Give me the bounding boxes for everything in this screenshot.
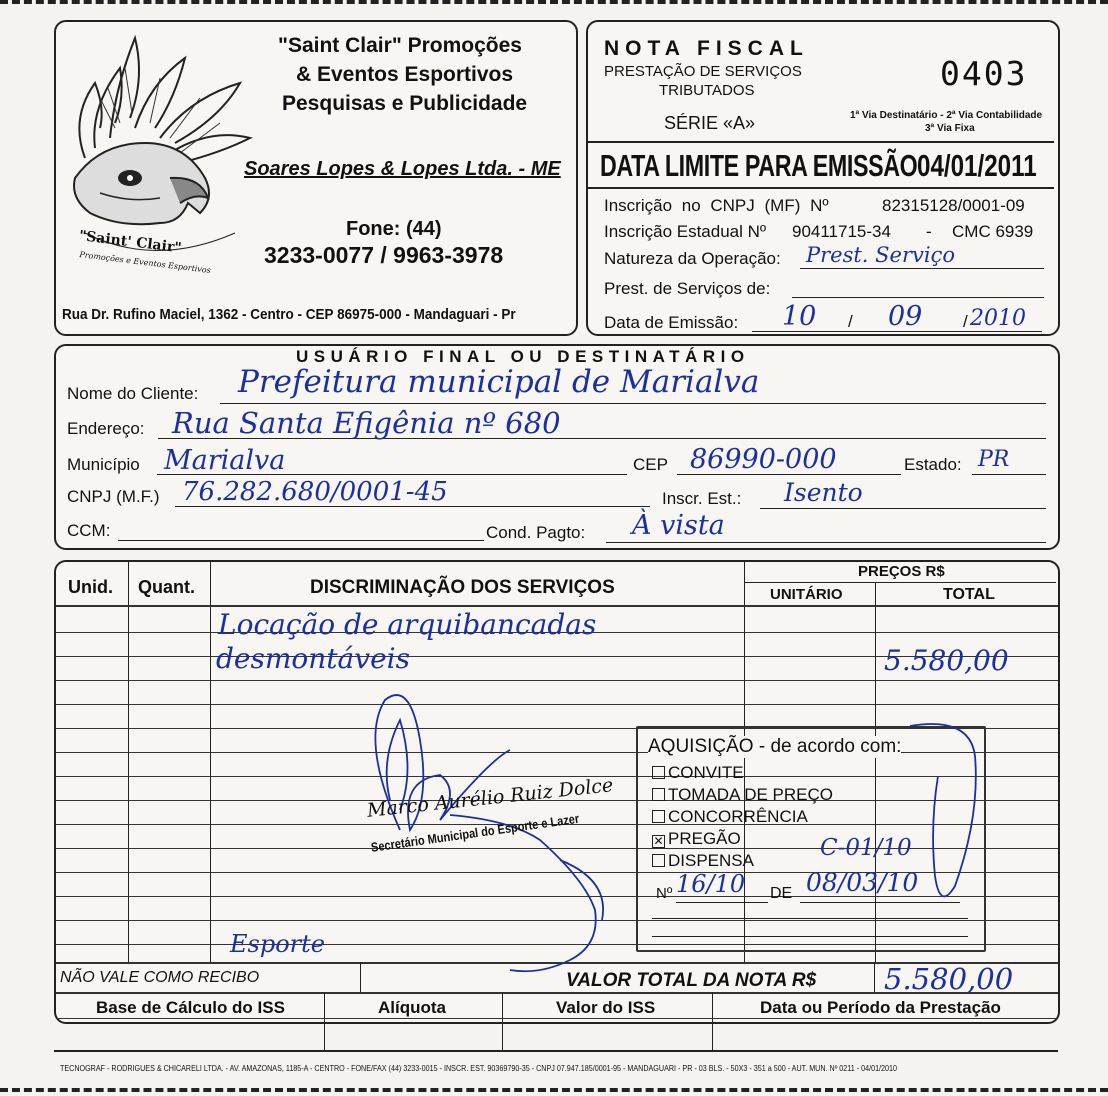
via-line1: 1ª Via Destinatário - 2ª Via Contabilidade	[850, 110, 1043, 121]
client-address-label: Endereço:	[67, 419, 145, 438]
cnpj-label: Inscrição no CNPJ (MF) Nº	[604, 196, 829, 215]
total-value: 5.580,00	[884, 962, 1014, 996]
checkbox-icon	[652, 854, 665, 867]
phone-label: Fone: (44)	[346, 218, 442, 240]
col-desc-header: DISCRIMINAÇÃO DOS SERVIÇOS	[310, 577, 615, 598]
stamp-option-label: DISPENSA	[668, 851, 754, 870]
company-address: Rua Dr. Rufino Maciel, 1362 - Centro - CEP 86975-000 - Mandaguari - Pr	[62, 306, 516, 323]
col-total-header: TOTAL	[943, 586, 995, 603]
stamp-blank-line	[652, 918, 968, 919]
iss-value-header: Valor do ISS	[556, 998, 656, 1017]
emissao-day: 10	[782, 301, 817, 332]
ccm-label: CCM:	[67, 521, 111, 540]
periodo-header: Data ou Período da Prestação	[760, 998, 1001, 1017]
stamp-num-label: Nº	[656, 885, 673, 902]
total-label: VALOR TOTAL DA NOTA R$	[566, 970, 817, 991]
service-note: Esporte	[230, 930, 325, 958]
stamp-option	[652, 762, 833, 784]
stamp-blank-line	[652, 936, 968, 937]
checkbox-icon	[652, 810, 665, 823]
ie-separator: -	[926, 222, 932, 241]
signature-name: Marco Aurélio Ruiz Dolce	[366, 774, 615, 822]
company-name-line2: & Eventos Esportivos	[296, 63, 514, 86]
stamp-num-line	[676, 902, 768, 903]
logo-subtext: Promoções e Eventos Esportivos	[78, 250, 212, 276]
stamp-title: AQUISIÇÃO - de acordo com:	[648, 736, 902, 757]
client-name-label: Nome do Cliente:	[67, 384, 199, 403]
cond-line	[606, 542, 1046, 543]
emissao-year: 2010	[970, 306, 1026, 331]
stamp-option	[652, 806, 833, 828]
estado-line	[972, 474, 1046, 475]
emissao-sep1: /	[848, 312, 853, 331]
cep-label: CEP	[633, 455, 668, 474]
company-name-line3: Pesquisas e Publicidade	[282, 92, 528, 115]
checkbox-icon	[652, 788, 665, 801]
no-receipt-label: NÃO VALE COMO RECIBO	[60, 969, 260, 986]
natureza-value: Prest. Serviço	[806, 243, 955, 267]
deadline-divider	[588, 187, 1054, 189]
stamp-date-value: 08/03/10	[806, 868, 919, 897]
emissao-sep2: /	[963, 312, 968, 331]
company-name-line1: "Saint Clair" Promoções	[278, 34, 522, 57]
prest-line	[792, 297, 1044, 298]
footer-row-line	[56, 992, 1058, 994]
col-quant-header: Quant.	[138, 577, 195, 597]
footer-header-line	[56, 1018, 1058, 1019]
invoice-subtitle2: TRIBUTADOS	[659, 82, 755, 99]
stamp-option	[652, 784, 833, 806]
footer-divider	[360, 962, 361, 992]
handwritten-scrawl-icon	[880, 716, 990, 916]
inscr-value: Isento	[784, 478, 863, 507]
invoice-subtitle1: PRESTAÇÃO DE SERVIÇOS	[604, 63, 802, 80]
emissao-label: Data de Emissão:	[604, 313, 739, 332]
service-line-total: 5.580,00	[884, 644, 1009, 677]
stamp-option-label: PREGÃO	[668, 829, 741, 848]
client-name-line	[220, 403, 1046, 404]
estado-label: Estado:	[904, 455, 962, 474]
bottom-perforation	[0, 1088, 1108, 1096]
footer-bottom	[54, 1050, 1058, 1052]
client-cnpj-value: 76.282.680/0001-45	[182, 477, 448, 507]
legal-name: Soares Lopes & Lopes Ltda. - ME	[244, 158, 561, 180]
client-name-value: Prefeitura municipal de Marialva	[238, 364, 760, 400]
printer-info: TECNOGRAF - RODRIGUES & CHICARELI LTDA. - AV. AMAZONAS, 1185-A - CENTRO - FONE/FAX (44) 3233-0015 - INSCR. EST. 90369790-35 - CNPJ 07.947.185/0001-95 - MANDAGUARI - PR - 03 BLS. - 50X3 - 351 a 500 - AUT. MUN. Nº 0211 - 04/01/2010	[60, 1064, 898, 1073]
footer-col-divider	[502, 992, 503, 1052]
service-line1: Locação de arquibancadas	[218, 608, 597, 641]
deadline-value: 04/01/2011	[917, 148, 1037, 183]
cep-value: 86990-000	[690, 444, 837, 475]
top-perforation	[0, 0, 1108, 8]
logo-text: "Saint' Clair"	[78, 228, 183, 257]
precos-underline	[745, 582, 1056, 583]
client-cnpj-label: CNPJ (M.F.)	[67, 487, 160, 506]
municipio-label: Município	[67, 455, 140, 474]
ie-value: 90411715-34	[792, 222, 891, 241]
estado-value: PR	[978, 447, 1010, 472]
col-precos-header: PREÇOS R$	[858, 563, 945, 580]
service-line2: desmontáveis	[216, 642, 410, 675]
pregao-number: C-01/10	[820, 835, 912, 861]
aliquota-header: Alíquota	[378, 998, 446, 1017]
stamp-option	[652, 828, 833, 850]
stamp-date-label: DE	[770, 885, 793, 902]
client-section-title: USUÁRIO FINAL OU DESTINATÁRIO	[292, 347, 754, 367]
invoice-serie: SÉRIE «A»	[664, 113, 756, 133]
table-header-line	[56, 605, 1058, 607]
cond-label: Cond. Pagto:	[486, 523, 586, 542]
prest-label: Prest. de Serviços de:	[604, 279, 771, 298]
signature-title: Secretário Municipal do Esporte e Lazer	[370, 810, 581, 855]
stamp-options	[652, 762, 833, 872]
invoice-title: NOTA FISCAL	[604, 37, 809, 60]
municipio-value: Marialva	[164, 445, 286, 476]
checkbox-icon	[652, 766, 665, 779]
invoice-number: 0403	[940, 54, 1028, 93]
inscr-label: Inscr. Est.:	[662, 489, 742, 508]
via-line2: 3ª Via Fixa	[925, 123, 975, 134]
phone-numbers: 3233-0077 / 9963-3978	[264, 242, 504, 268]
footer-col-divider	[712, 992, 713, 1052]
stamp-num-value: 16/10	[676, 870, 746, 898]
ccm-line	[118, 540, 484, 541]
checked-box-icon: ✕	[653, 834, 664, 848]
footer-col-divider	[324, 992, 325, 1052]
emissao-month: 09	[888, 301, 923, 332]
col-divider-quant	[210, 562, 211, 962]
iss-base-header: Base de Cálculo do ISS	[96, 998, 285, 1017]
cmc-value: CMC 6939	[952, 222, 1034, 241]
cnpj-value: 82315128/0001-09	[882, 196, 1025, 215]
ie-label: Inscrição Estadual Nº	[604, 222, 767, 241]
deadline-label: DATA LIMITE PARA EMISSÃO	[600, 148, 918, 183]
natureza-line	[800, 268, 1044, 269]
col-unid-header: Unid.	[68, 577, 113, 597]
inscr-line	[760, 508, 1046, 509]
invoice-divider	[588, 141, 1054, 143]
stamp-option-label: CONVITE	[668, 763, 744, 782]
natureza-label: Natureza da Operação:	[604, 249, 781, 268]
col-divider-unid	[128, 562, 129, 962]
cond-value: À vista	[632, 510, 725, 541]
client-address-value: Rua Santa Efigênia nº 680	[172, 406, 561, 440]
stamp-option-label: CONCORRÊNCIA	[668, 807, 808, 826]
col-unit-header: UNITÁRIO	[770, 586, 843, 603]
stamp-option-label: TOMADA DE PREÇO	[668, 785, 833, 804]
